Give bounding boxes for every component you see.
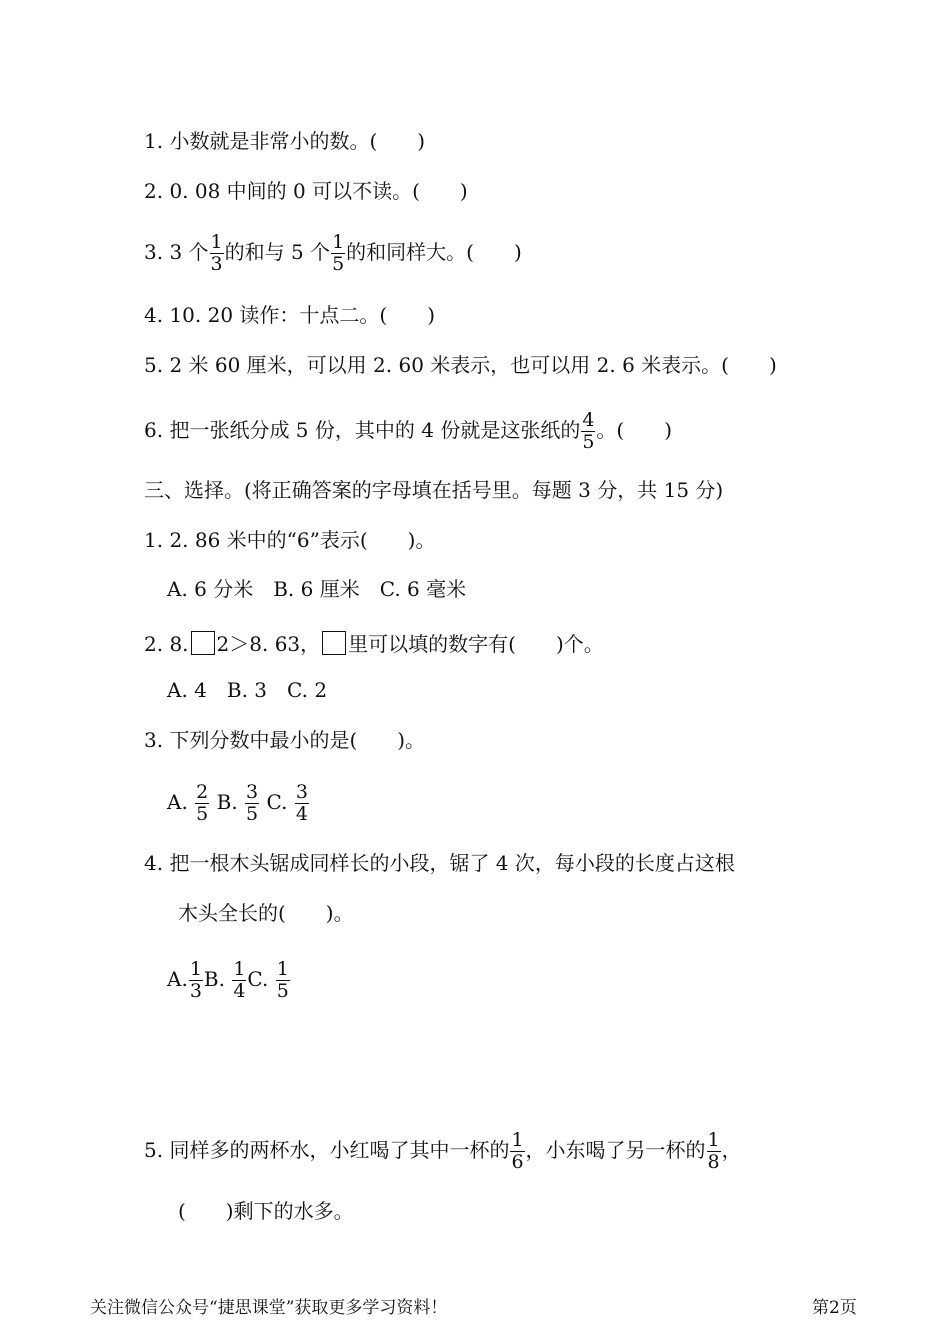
choice-question-4-options: A. $\frac{1}{3}$ B. $\frac{1}{4}$ C. $\frac{1}{5}$	[167, 958, 289, 1002]
fraction-option-a: $\frac{1}{3}$	[189, 958, 202, 1002]
choice-question-2-options: A. 4 B. 3 C. 2	[167, 678, 328, 702]
fraction-one-sixth: $\frac{1}{6}$	[511, 1129, 524, 1173]
judge-question-1: 1. 小数就是非常小的数。( )	[144, 129, 426, 153]
judge-question-5: 5. 2 米 60 厘米，可以用 2. 60 米表示，也可以用 2. 6 米表示。( )	[144, 353, 777, 377]
choice-question-1-options: A. 6 分米 B. 6 厘米 C. 6 毫米	[167, 577, 467, 601]
fraction-option-c: $\frac{1}{5}$	[276, 958, 289, 1002]
fraction-option-b: $\frac{3}{5}$	[246, 781, 259, 825]
page-number: 第2页	[812, 1298, 857, 1318]
fraction-option-b: $\frac{1}{4}$	[233, 958, 246, 1002]
choice-question-3: 3. 下列分数中最小的是( )。	[144, 728, 426, 752]
blank-box	[191, 631, 215, 655]
fraction-four-fifths: $\frac{4}{5}$	[582, 409, 595, 453]
footer-note: 关注微信公众号“捷思课堂”获取更多学习资料！	[90, 1298, 448, 1318]
choice-question-3-options: A. $\frac{2}{5}$ B. $\frac{3}{5}$ C. $\frac{3}{4}$	[167, 781, 308, 825]
choice-question-1: 1. 2. 86 米中的“6”表示( )。	[144, 528, 436, 552]
fraction-one-fifth: $\frac{1}{5}$	[332, 231, 345, 275]
judge-question-3: 3. 3 个 $\frac{1}{3}$ 的和与 5 个 $\frac{1}{5}$ 的和同样大。( )	[144, 231, 522, 275]
fraction-one-eighth: $\frac{1}{8}$	[707, 1129, 720, 1173]
choice-question-2: 2. 8. 2＞8. 63， 里可以填的数字有( )个。	[144, 632, 604, 656]
fraction-one-third: $\frac{1}{3}$	[210, 231, 223, 275]
judge-question-4: 4. 10. 20 读作：十点二。( )	[144, 303, 436, 327]
section-heading-choice: 三、选择。(将正确答案的字母填在括号里。每题 3 分，共 15 分)	[144, 478, 724, 502]
choice-question-4-line2: 木头全长的( )。	[178, 901, 354, 925]
choice-question-5-line2: ( )剩下的水多。	[178, 1199, 354, 1223]
judge-question-6: 6. 把一张纸分成 5 份，其中的 4 份就是这张纸的 $\frac{4}{5}$ 。( )	[144, 409, 673, 453]
fraction-option-c: $\frac{3}{4}$	[295, 781, 308, 825]
judge-question-2: 2. 0. 08 中间的 0 可以不读。( )	[144, 179, 468, 203]
blank-box	[322, 631, 346, 655]
choice-question-5: 5. 同样多的两杯水，小红喝了其中一杯的 $\frac{1}{6}$ ，小东喝了另一杯的 $\frac{1}{8}$ ，	[144, 1129, 742, 1173]
fraction-option-a: $\frac{2}{5}$	[196, 781, 209, 825]
choice-question-4: 4. 把一根木头锯成同样长的小段，锯了 4 次，每小段的长度占这根	[144, 851, 735, 875]
